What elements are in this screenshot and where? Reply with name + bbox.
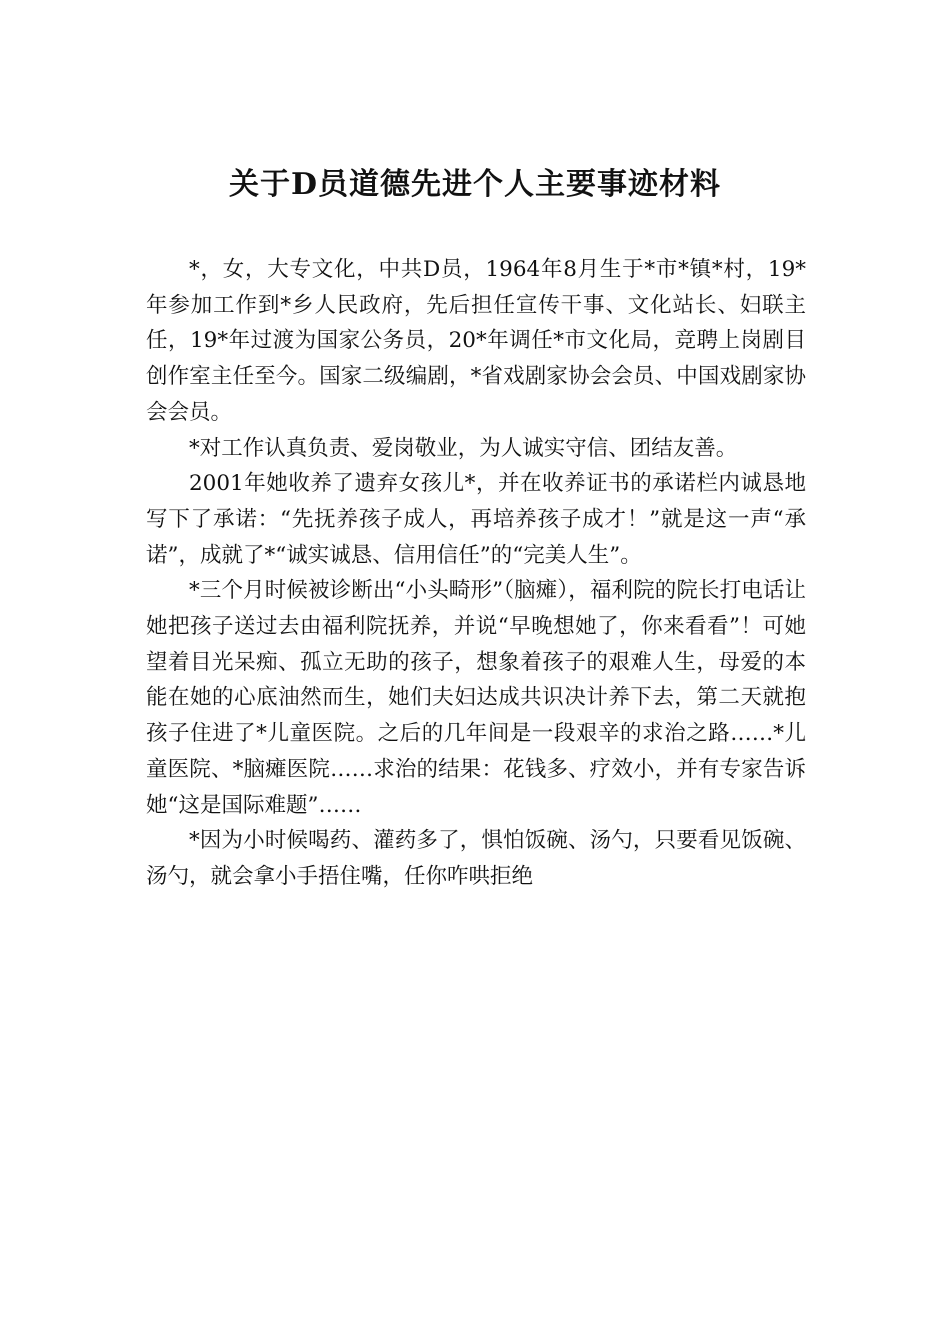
paragraph: *三个月时候被诊断出“小头畸形”（脑瘫），福利院的院长打电话让她把孩子送过去由福利院抚养，并说“早晚想她了，你来看看”！可她望着目光呆痴、孤立无助的孩子，想象着孩子的艰难人生，母爱的本能在她的心底油然而生，她们夫妇达成共识决计养下去，第二天就抱孩子住进了*儿童医院。之后的几年间是一段艰辛的求治之路……*儿童医院、*脑瘫医院……求治的结果：花钱多、疗效小，并有专家告诉她“这是国际难题”…… — [146, 578, 806, 818]
paragraph: *对工作认真负责、爱岗敬业，为人诚实守信、团结友善。 — [189, 435, 738, 461]
paragraph: *，女，大专文化，中共D员，1964年8月生于*市*镇*村，19*年参加工作到*乡人民政府，先后担任宣传干事、文化站长、妇联主任，19*年过渡为国家公务员，20*年调任*市文化局，竞聘上岗剧目创作室主任至今。国家二级编剧，*省戏剧家协会会员、中国戏剧家协会会员。 — [146, 257, 806, 425]
paragraph: *因为小时候喝药、灌药多了，惧怕饭碗、汤勺，只要看见饭碗、汤勺，就会拿小手捂住嘴，任你咋哄拒绝 — [146, 828, 806, 889]
document-body — [146, 252, 806, 895]
paragraph: 2001年她收养了遗弃女孩儿*，并在收养证书的承诺栏内诚恳地写下了承诺：“先抚养孩子成人，再培养孩子成才！”就是这一声“承诺”，成就了*“诚实诚恳、信用信任”的“完美人生”。 — [146, 471, 806, 568]
document-title: 关于D员道德先进个人主要事迹材料 — [228, 167, 721, 202]
